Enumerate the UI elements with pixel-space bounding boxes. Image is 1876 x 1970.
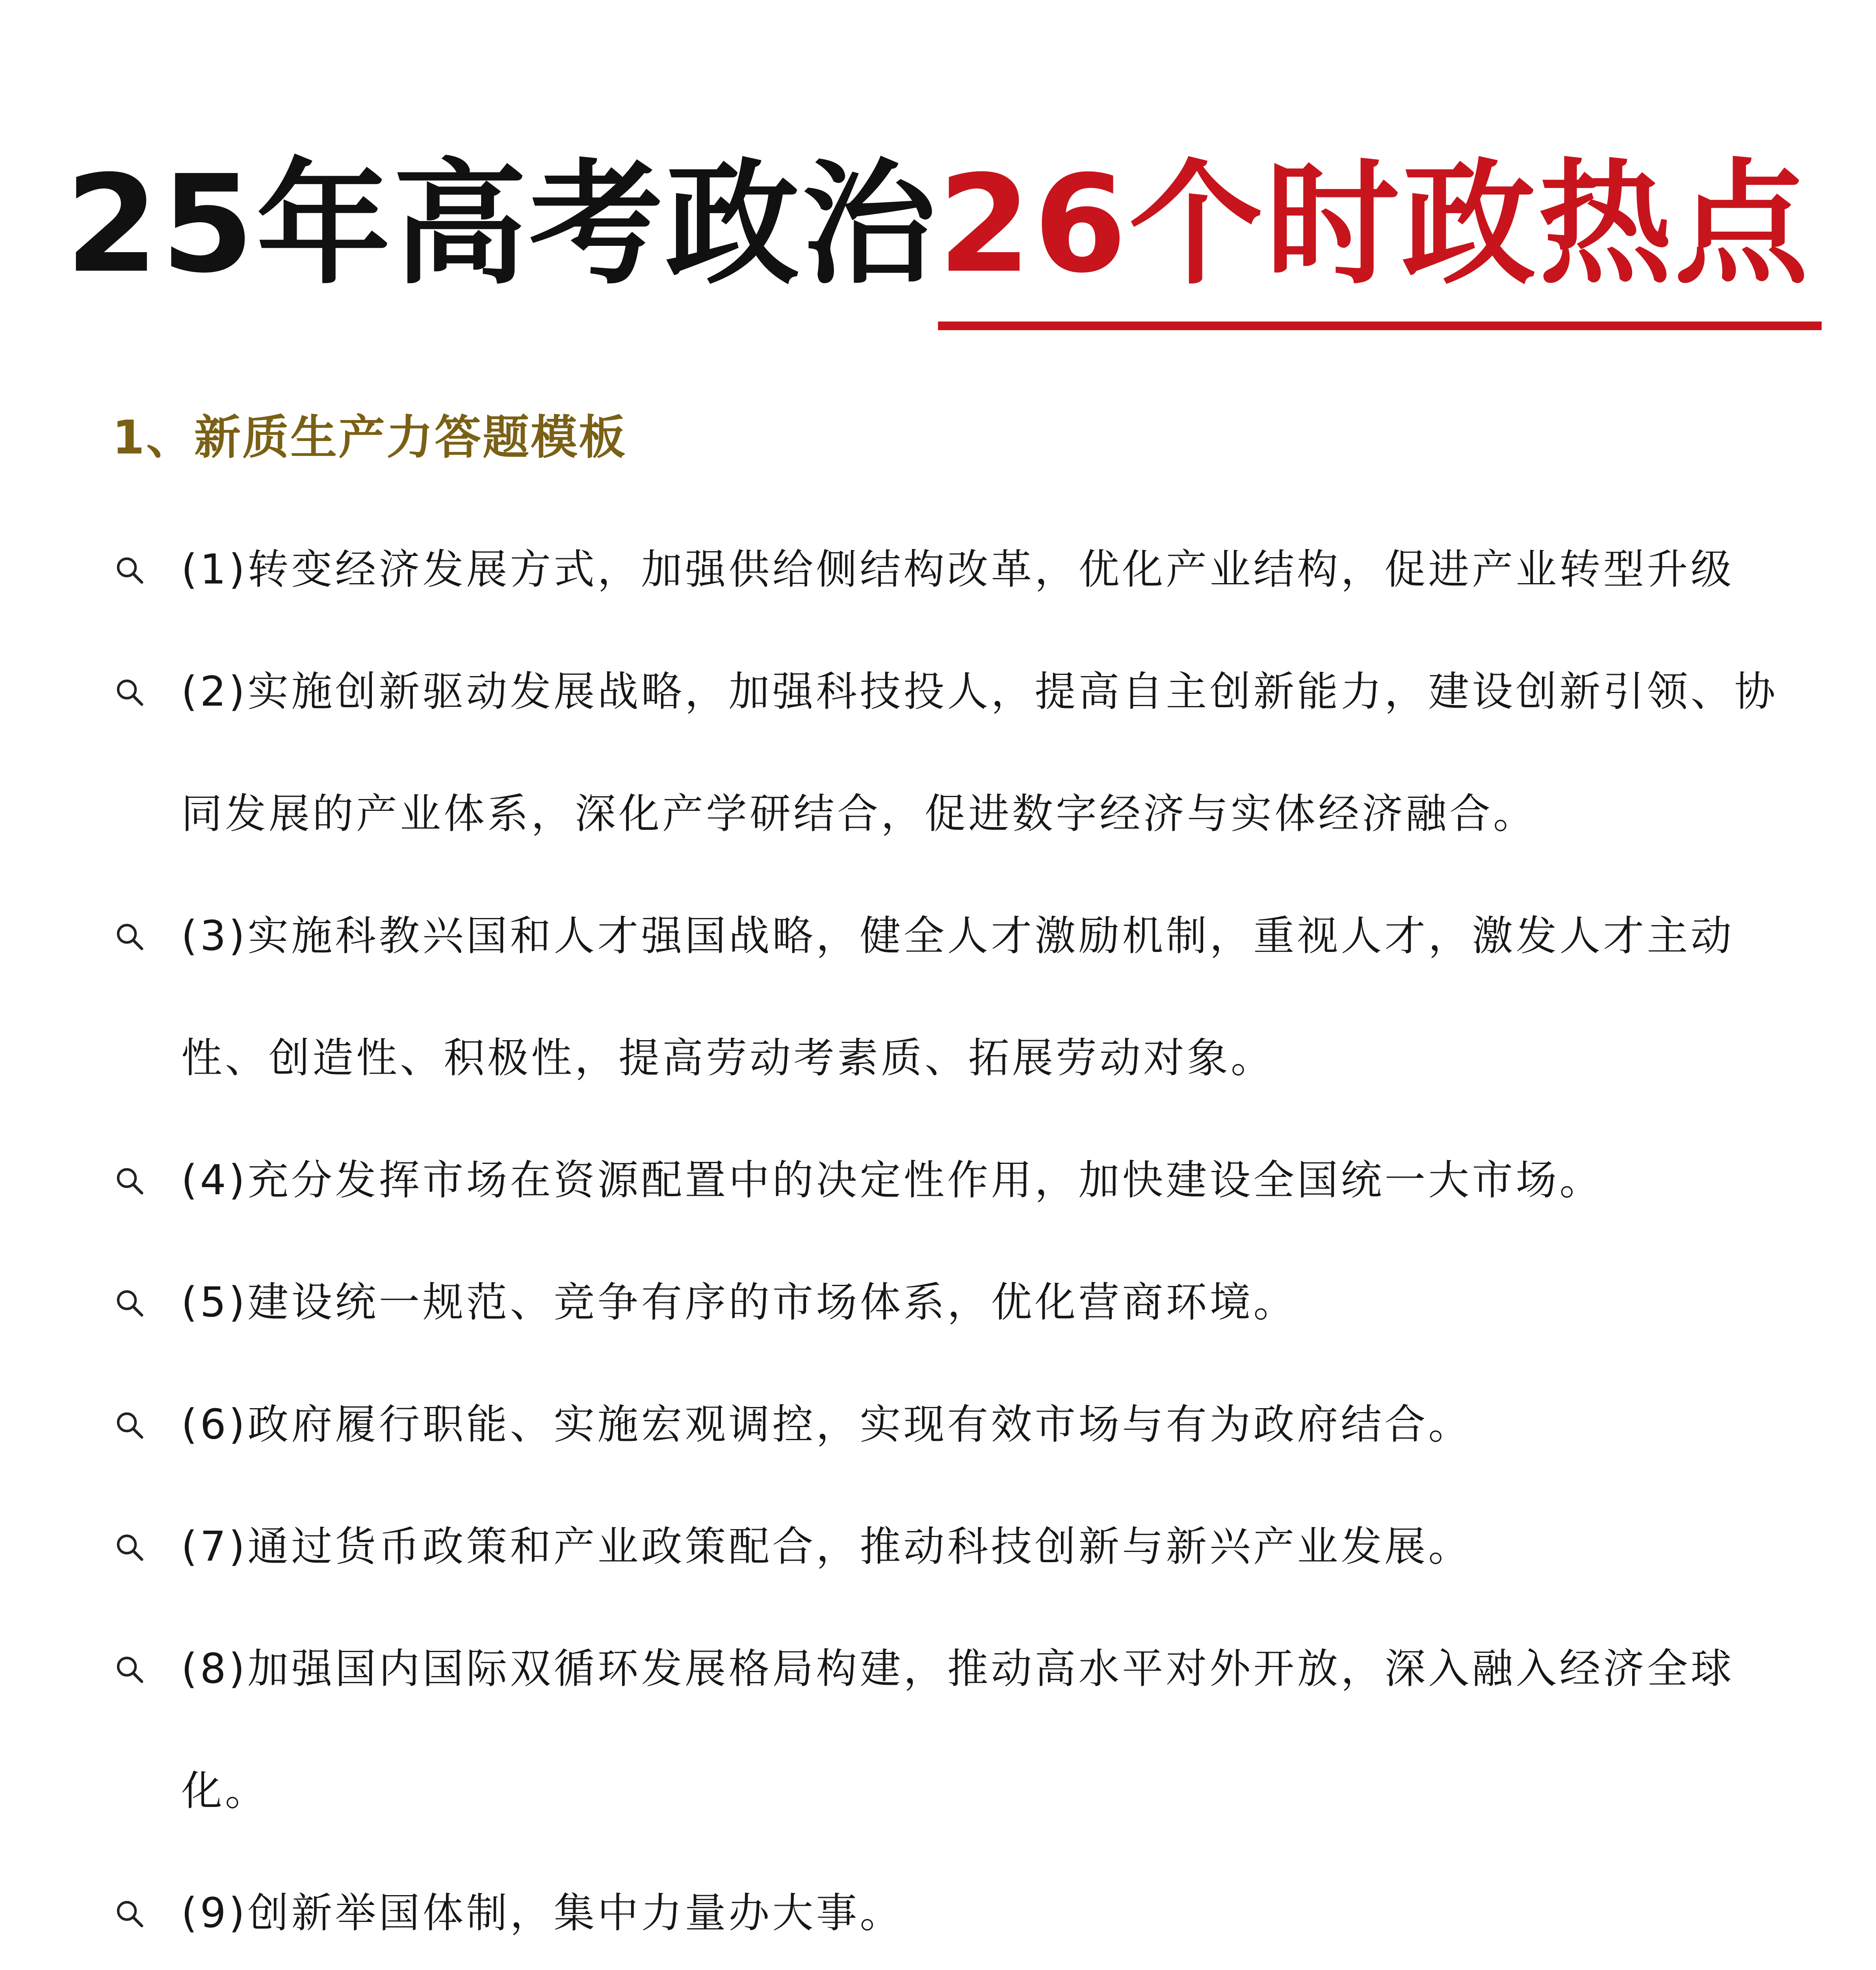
search-icon [114,555,146,586]
search-icon [114,1165,146,1197]
search-icon [114,1654,146,1686]
list-item [114,875,1808,1119]
list-item [114,1363,1808,1485]
page-title [0,142,1876,307]
item-text: (9)创新举国体制，集中力量办大事。 [181,1889,904,1937]
title-part-1: 25年高考政治 [65,147,938,303]
list-item [114,1852,1808,1970]
list-item [114,630,1808,875]
search-icon [114,921,146,953]
title-part-2-highlight: 26个时政热点 [938,142,1811,307]
item-text: (1)转变经济发展方式，加强供给侧结构改革，优化产业结构，促进产业转型升级 [181,545,1735,593]
list-item [114,508,1808,630]
item-text: (4)充分发挥市场在资源配置中的决定性作用，加快建设全国统一大市场。 [181,1156,1603,1204]
list-item [114,1119,1808,1241]
search-icon [114,1898,146,1930]
item-text: (5)建设统一规范、竞争有序的市场体系，优化营商环境。 [181,1278,1297,1326]
list-item [114,1608,1808,1852]
item-text: (2)实施创新驱动发展战略，加强科技投人，提高自主创新能力，建设创新引领、协同发展的产业体系，深化产学研结合，促进数字经济与实体经济融合。 [181,667,1778,838]
item-text: (3)实施科教兴国和人才强国战略，健全人才激励机制，重视人才，激发人才主动性、创造性、积极性，提高劳动考素质、拓展劳动对象。 [181,912,1735,1082]
item-text: (7)通过货币政策和产业政策配合，推动科技创新与新兴产业发展。 [181,1522,1472,1570]
item-text: (6)政府履行职能、实施宏观调控，实现有效市场与有为政府结合。 [181,1400,1472,1448]
search-icon [114,677,146,708]
search-icon [114,1532,146,1563]
list-item [114,1241,1808,1363]
search-icon [114,1410,146,1441]
item-text: (8)加强国内国际双循环发展格局构建，推动高水平对外开放，深入融入经济全球化。 [181,1645,1735,1815]
search-icon [114,1288,146,1319]
section-heading: 1、新质生产力答题模板 [112,410,627,465]
list-item [114,1485,1808,1608]
item-list [114,508,1808,1970]
